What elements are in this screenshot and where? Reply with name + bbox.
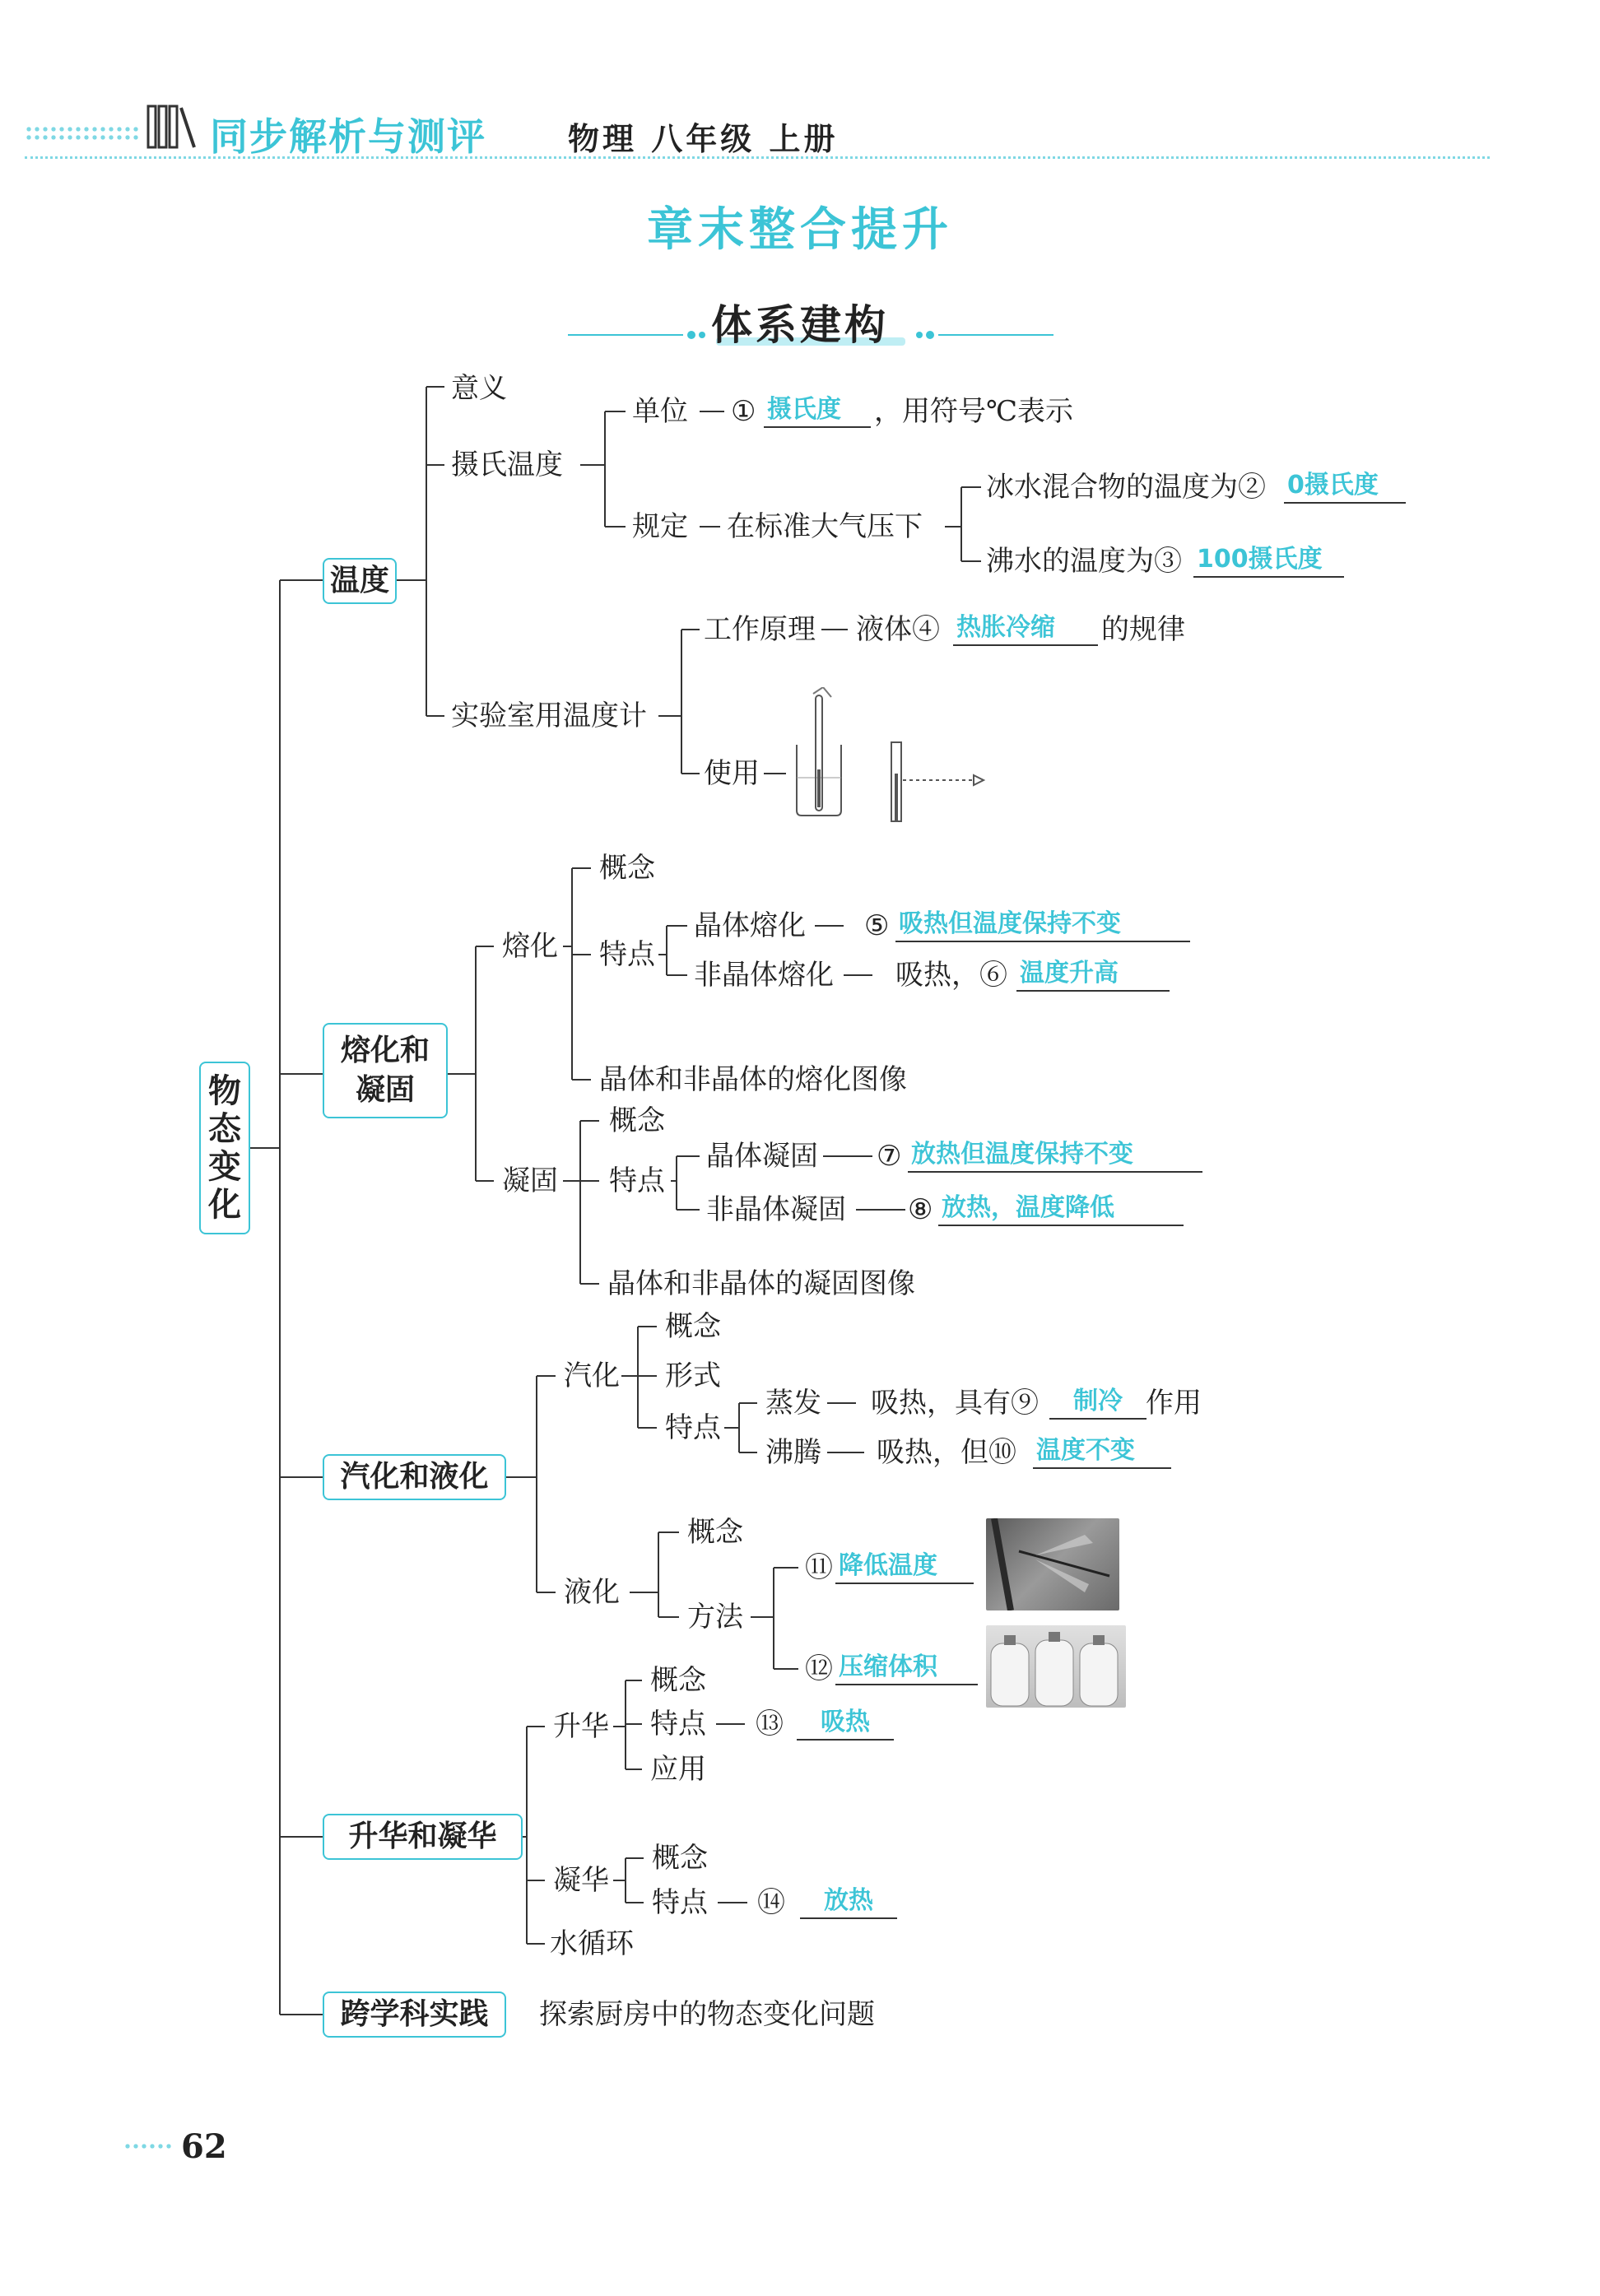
rule-label: 规定 xyxy=(632,510,688,543)
node-vaporization-liquefaction: 汽化和液化 xyxy=(323,1454,506,1500)
section-title: 体系建构 xyxy=(711,300,889,349)
blank-number-12: ⑫ xyxy=(805,1652,833,1685)
solidify-feature: 特点 xyxy=(609,1164,665,1197)
node-sublimation-deposition: 升华和凝华 xyxy=(323,1814,523,1860)
sublime-concept: 概念 xyxy=(650,1664,706,1697)
principle-tail: 的规律 xyxy=(1101,613,1185,646)
liquefy-method: 方法 xyxy=(687,1601,743,1634)
boiling-text: 吸热，但⑩ xyxy=(877,1436,1016,1469)
answer-6: 温度升高 xyxy=(1016,957,1170,992)
answer-7: 放热但温度保持不变 xyxy=(908,1138,1202,1173)
blank-number-11: ⑪ xyxy=(805,1551,833,1584)
answer-11: 降低温度 xyxy=(835,1550,974,1584)
answer-1: 摄氏度 xyxy=(764,393,871,428)
crystal-melt-label: 晶体熔化 xyxy=(694,909,806,942)
liquefy-label: 液化 xyxy=(564,1576,620,1609)
evaporation-label: 蒸发 xyxy=(765,1387,821,1420)
root-node: 物态变化 xyxy=(199,1062,250,1234)
celsius-label: 摄氏温度 xyxy=(451,449,563,481)
deposit-feature: 特点 xyxy=(652,1886,708,1919)
blank-number-8: ⑧ xyxy=(908,1193,933,1226)
principle-text: 液体④ xyxy=(856,613,940,646)
noncrystal-solid-label: 非晶体凝固 xyxy=(706,1193,846,1226)
unit-label: 单位 xyxy=(632,395,688,428)
sublime-label: 升华 xyxy=(553,1710,609,1743)
answer-5: 吸热但温度保持不变 xyxy=(895,908,1190,942)
blank-number-1: ① xyxy=(731,395,756,428)
thermometer-reading-illustration xyxy=(885,741,988,823)
vapor-label: 汽化 xyxy=(564,1359,620,1392)
answer-13: 吸热 xyxy=(797,1706,894,1741)
usage-label: 使用 xyxy=(704,757,760,790)
blank-number-14: ⑭ xyxy=(757,1886,785,1919)
rule-condition: 在标准大气压下 xyxy=(727,510,923,543)
crystal-solid-label: 晶体凝固 xyxy=(706,1140,818,1173)
evaporation-text: 吸热，具有⑨ xyxy=(871,1387,1039,1420)
sublime-application: 应用 xyxy=(650,1753,706,1786)
blank-number-5: ⑤ xyxy=(864,909,890,942)
answer-10: 温度不变 xyxy=(1033,1434,1171,1469)
meaning-label: 意义 xyxy=(451,372,507,405)
answer-12: 压缩体积 xyxy=(835,1651,978,1685)
subject-label: 物理 八年级 上册 xyxy=(568,121,839,157)
answer-2: 0摄氏度 xyxy=(1284,469,1406,504)
vapor-concept: 概念 xyxy=(665,1310,721,1343)
deposit-concept: 概念 xyxy=(652,1842,708,1875)
solid-graph-label: 晶体和非晶体的凝固图像 xyxy=(607,1267,915,1300)
dragonfly-dew-photo xyxy=(986,1518,1119,1610)
melt-label: 熔化 xyxy=(502,930,558,963)
ice-water-text: 冰水混合物的温度为② xyxy=(986,471,1266,504)
boiling-water-text: 沸水的温度为③ xyxy=(986,545,1182,578)
gas-cylinders-photo xyxy=(986,1625,1126,1708)
blank-number-13: ⑬ xyxy=(756,1708,784,1741)
page-number: 62 xyxy=(181,2127,227,2166)
vapor-forms: 形式 xyxy=(665,1359,721,1392)
series-title: 同步解析与测评 xyxy=(210,114,486,159)
melt-absorb-text: 吸热，⑥ xyxy=(895,959,1007,992)
practice-text: 探索厨房中的物态变化问题 xyxy=(539,1998,875,2031)
node-interdisciplinary-practice: 跨学科实践 xyxy=(323,1992,506,2038)
sublime-feature: 特点 xyxy=(650,1708,706,1741)
answer-3: 100摄氏度 xyxy=(1193,543,1344,578)
blank-number-7: ⑦ xyxy=(877,1140,902,1173)
evaporation-tail: 作用 xyxy=(1146,1387,1202,1420)
answer-9: 制冷 xyxy=(1049,1385,1147,1420)
vapor-feature: 特点 xyxy=(665,1411,721,1444)
footer-dots xyxy=(123,2142,173,2150)
thermometer-label: 实验室用温度计 xyxy=(451,699,647,732)
answer-8: 放热，温度降低 xyxy=(938,1192,1184,1226)
melt-feature: 特点 xyxy=(599,938,655,971)
solidify-concept: 概念 xyxy=(609,1104,665,1137)
node-melting-solidifying: 熔化和凝固 xyxy=(323,1023,448,1118)
unit-tail-text: ，用符号℃表示 xyxy=(874,395,1074,428)
melt-graph-label: 晶体和非晶体的熔化图像 xyxy=(599,1063,907,1096)
deposit-label: 凝华 xyxy=(553,1864,609,1897)
liquefy-concept: 概念 xyxy=(687,1516,743,1549)
principle-label: 工作原理 xyxy=(704,613,816,646)
noncrystal-melt-label: 非晶体熔化 xyxy=(694,959,834,992)
solidify-label: 凝固 xyxy=(502,1164,558,1197)
melt-concept: 概念 xyxy=(599,852,655,885)
answer-14: 放热 xyxy=(800,1885,897,1919)
answer-4: 热胀冷缩 xyxy=(953,611,1098,646)
thermometer-beaker-illustration xyxy=(790,687,848,819)
boiling-label: 沸腾 xyxy=(765,1436,821,1469)
node-temperature: 温度 xyxy=(323,558,397,604)
chapter-title: 章末整合提升 xyxy=(647,202,953,257)
water-cycle-label: 水循环 xyxy=(550,1927,634,1960)
